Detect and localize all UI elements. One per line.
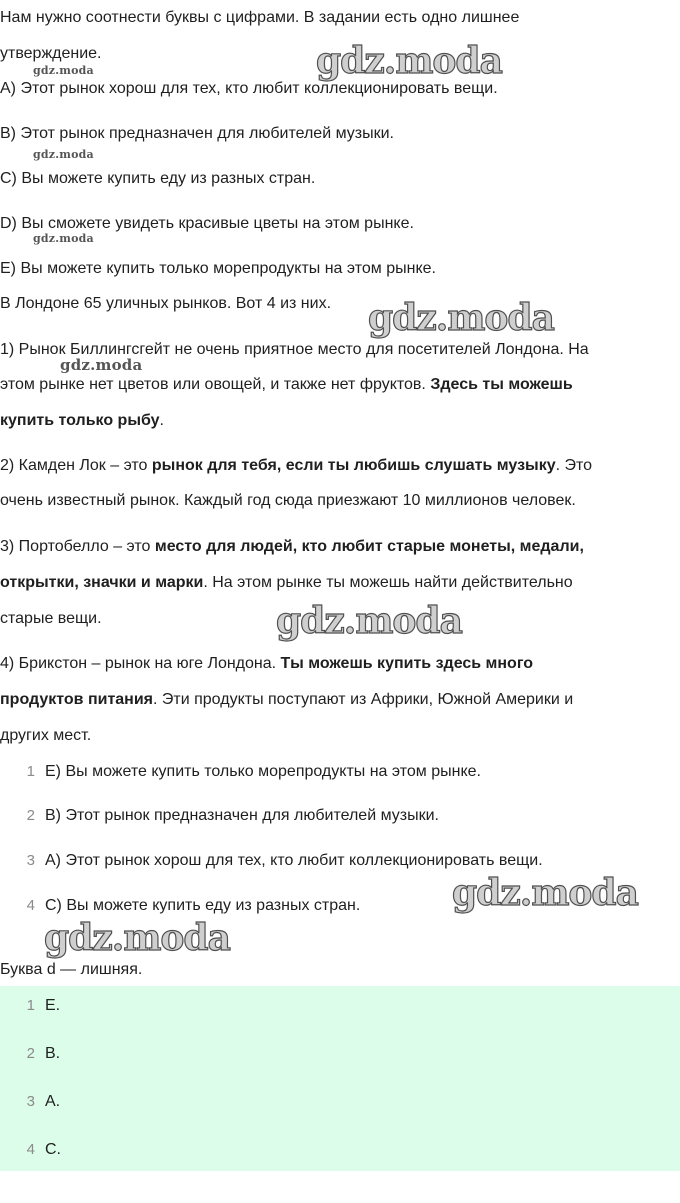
match-number: 4 (26, 897, 35, 914)
intro-line-2: утверждение. (0, 45, 102, 62)
answer-item (0, 1092, 60, 1112)
paragraph-3-line-3: старые вещи. (0, 610, 102, 627)
match-item (0, 896, 360, 916)
watermark-logo (452, 872, 638, 914)
watermark-small: gdz.moda (33, 148, 94, 161)
match-item (0, 762, 481, 782)
watermark-text: gdz.moda (276, 600, 462, 642)
match-text: C) Вы можете купить еду из разных стран. (45, 897, 361, 914)
paragraph-1-period: . (159, 412, 164, 429)
watermark-small: gdz.moda (33, 64, 94, 77)
statement-b: B) Этот рынок предназначен для любителей музыки. (0, 125, 394, 142)
answer-text: A. (45, 1093, 61, 1110)
answer-number: 4 (26, 1141, 35, 1158)
answer-number: 1 (26, 997, 35, 1014)
answer-text: B. (45, 1045, 61, 1062)
statement-d: D) Вы сможете увидеть красивые цветы на этом рынке. (0, 215, 414, 232)
answer-item (0, 996, 60, 1016)
paragraph-1-bold: Здесь ты можешь (430, 376, 573, 393)
match-number: 2 (26, 807, 35, 824)
paragraph-1-line-1: 1) Рынок Биллингсгейт не очень приятное место для посетителей Лондона. На (0, 341, 589, 358)
answer-number: 3 (26, 1093, 35, 1110)
watermark-text: gdz.moda (44, 917, 230, 959)
paragraph-4-text: 4) Брикстон – рынок на юге Лондона. (0, 655, 281, 672)
answer-text: C. (45, 1141, 61, 1158)
paragraph-2-bold: рынок для тебя, если ты любишь слушать музыку (151, 457, 556, 474)
paragraph-2-line-2: очень известный рынок. Каждый год сюда приезжают 10 миллионов человек. (0, 492, 576, 509)
match-item (0, 806, 439, 826)
match-text: A) Этот рынок хорош для тех, кто любит коллекционировать вещи. (45, 852, 543, 869)
match-number: 3 (26, 852, 35, 869)
answer-item (0, 1140, 61, 1160)
statement-a: A) Этот рынок хорош для тех, кто любит коллекционировать вещи. (0, 80, 498, 97)
watermark-small: gdz.moda (60, 356, 143, 374)
answer-item (0, 1044, 60, 1064)
paragraph-1-text: этом рынке нет цветов или овощей, и также нет фруктов. (0, 376, 431, 393)
statement-e: E) Вы можете купить только морепродукты на этом рынке. (0, 260, 436, 277)
paragraph-2-tail: . Это (555, 457, 593, 474)
paragraph-3-line-2 (0, 573, 573, 593)
statement-c: C) Вы можете купить еду из разных стран. (0, 170, 316, 187)
paragraph-1-line-3 (0, 411, 164, 431)
markets-intro: В Лондоне 65 уличных рынков. Вот 4 из них. (0, 295, 332, 312)
watermark-text: gdz.moda (368, 297, 554, 339)
answers-block (0, 986, 680, 1171)
watermark-logo (316, 40, 502, 82)
watermark-small: gdz.moda (33, 232, 94, 245)
watermark-text: gdz.moda (452, 872, 638, 914)
paragraph-4-text-2: . Эти продукты поступают из Африки, Южной Америки и (153, 691, 574, 708)
paragraph-3-bold: место для людей, кто любит старые монеты, медали, (154, 538, 584, 555)
match-item (0, 851, 543, 871)
paragraph-4-line-1 (0, 654, 533, 674)
paragraph-3-bold-2: открытки, значки и марки (0, 574, 204, 591)
paragraph-4-line-2 (0, 690, 573, 710)
paragraph-3-line-1 (0, 537, 584, 557)
paragraph-4-line-3: других мест. (0, 727, 92, 744)
paragraph-2-text: 2) Камден Лок – это (0, 457, 152, 474)
watermark-logo (276, 600, 462, 642)
watermark-logo (44, 917, 230, 959)
match-number: 1 (26, 763, 35, 780)
extra-letter-note: Буква d — лишняя. (0, 961, 143, 978)
paragraph-2-line-1 (0, 456, 592, 476)
paragraph-4-bold: Ты можешь купить здесь много (280, 655, 534, 672)
paragraph-1-line-2 (0, 375, 573, 395)
match-text: E) Вы можете купить только морепродукты на этом рынке. (45, 763, 481, 780)
paragraph-1-bold-end: купить только рыбу (0, 412, 160, 429)
paragraph-4-bold-2: продуктов питания (0, 691, 154, 708)
watermark-text: gdz.moda (316, 40, 502, 82)
answer-text: E. (45, 997, 61, 1014)
paragraph-3-text: 3) Портобелло – это (0, 538, 155, 555)
intro-line-1: Нам нужно соотнести буквы с цифрами. В задании есть одно лишнее (0, 9, 520, 26)
match-text: B) Этот рынок предназначен для любителей музыки. (45, 807, 439, 824)
paragraph-3-text-2: . На этом рынке ты можешь найти действительно (203, 574, 573, 591)
watermark-logo (368, 297, 554, 339)
answer-number: 2 (26, 1045, 35, 1062)
